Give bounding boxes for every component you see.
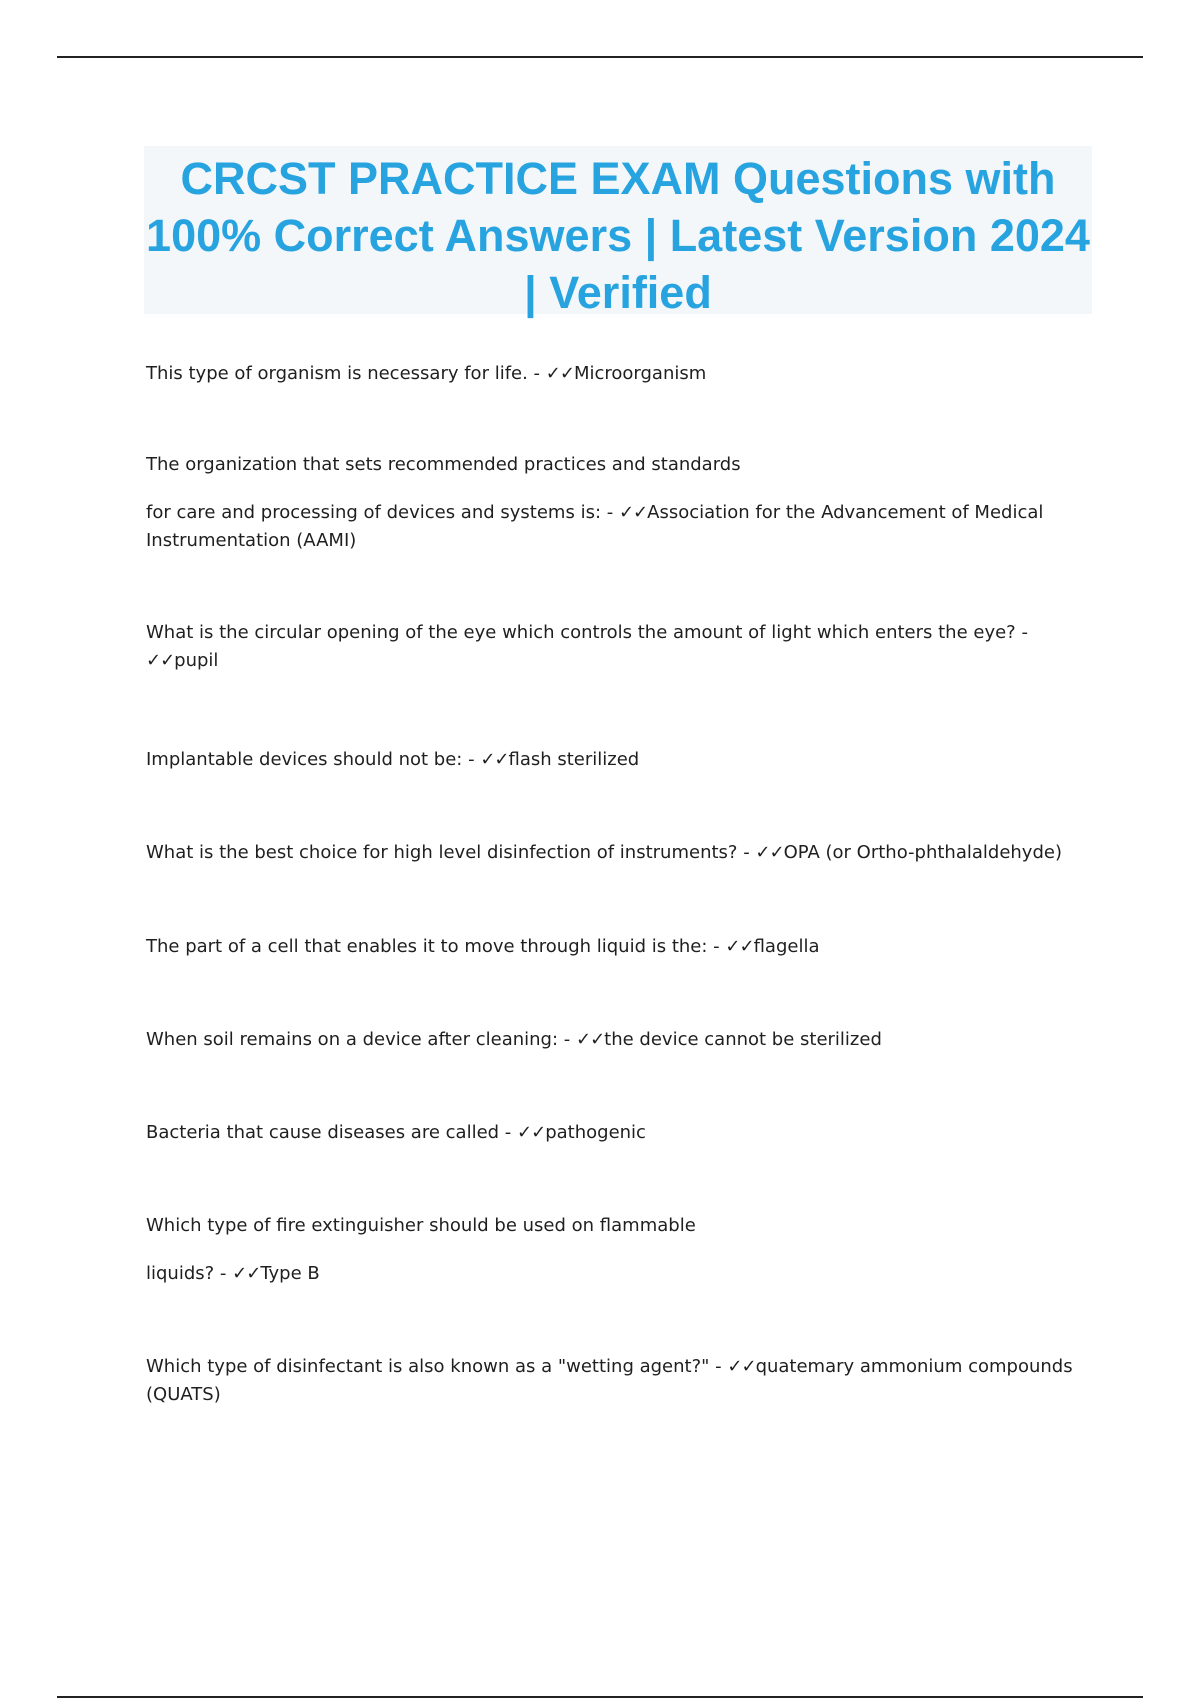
question-line: Bacteria that cause diseases are called - ✓✓pathogenic [146, 1122, 646, 1143]
qa-item-9 [146, 1212, 1086, 1288]
question-line: Which type of disinfectant is also known as a "wetting agent?" - ✓✓quatemary ammonium compounds (QUATS) [146, 1356, 1073, 1405]
top-rule [57, 56, 1143, 58]
answer-text: pathogenic [545, 1122, 646, 1143]
check-icon: ✓✓ [146, 650, 175, 671]
question-line: What is the best choice for high level disinfection of instruments? - ✓✓OPA (or Ortho-phthalaldehyde) [146, 842, 1062, 863]
check-icon: ✓✓ [545, 363, 574, 384]
check-icon: ✓✓ [727, 1356, 756, 1377]
answer-text: pupil [174, 650, 219, 671]
question-line: The organization that sets recommended practices and standards [146, 454, 741, 475]
qa-item-6 [146, 933, 1086, 961]
qa-item-7 [146, 1026, 1086, 1054]
question-line: Which type of fire extinguisher should be used on flammable [146, 1215, 696, 1236]
question-line: When soil remains on a device after cleaning: - ✓✓the device cannot be sterilized [146, 1029, 882, 1050]
document-title: CRCST PRACTICE EXAM Questions with 100% Correct Answers | Latest Version 2024 | Verified [146, 153, 1090, 318]
question-line: What is the circular opening of the eye which controls the amount of light which enters the eye? - ✓✓pupil [146, 622, 1028, 671]
qa-item-10 [146, 1353, 1086, 1409]
answer-text: flash sterilized [508, 749, 640, 770]
answer-text: OPA (or Ortho-phthalaldehyde) [783, 842, 1062, 863]
qa-item-3 [146, 619, 1086, 675]
qa-item-2 [146, 451, 1086, 555]
answer-text: flagella [753, 936, 820, 957]
check-icon: ✓✓ [517, 1122, 546, 1143]
answer-text: Association for the Advancement of Medical Instrumentation (AAMI) [146, 502, 1044, 551]
check-icon: ✓✓ [725, 936, 754, 957]
question-line: for care and processing of devices and systems is: - ✓✓Association for the Advancement of Medical Instrumentation (AAMI) [146, 502, 1044, 551]
question-line: liquids? - ✓✓Type B [146, 1263, 320, 1284]
check-icon: ✓✓ [618, 502, 648, 523]
question-line: This type of organism is necessary for life. - ✓✓Microorganism [146, 363, 707, 384]
answer-text: the device cannot be sterilized [604, 1029, 882, 1050]
title-banner [144, 146, 1092, 318]
answer-text: Microorganism [573, 363, 707, 384]
answer-text: quatemary ammonium compounds (QUATS) [146, 1356, 1073, 1405]
check-icon: ✓✓ [232, 1263, 261, 1284]
qa-item-4 [146, 746, 1086, 774]
question-line: Implantable devices should not be: - ✓✓flash sterilized [146, 749, 640, 770]
check-icon: ✓✓ [480, 749, 509, 770]
check-icon: ✓✓ [755, 842, 784, 863]
answer-text: Type B [260, 1263, 320, 1284]
question-line: The part of a cell that enables it to move through liquid is the: - ✓✓flagella [146, 936, 820, 957]
qa-item-8 [146, 1119, 1086, 1147]
bottom-rule [57, 1696, 1143, 1698]
qa-item-1 [146, 360, 1086, 388]
qa-item-5 [146, 839, 1086, 867]
check-icon: ✓✓ [575, 1029, 605, 1050]
